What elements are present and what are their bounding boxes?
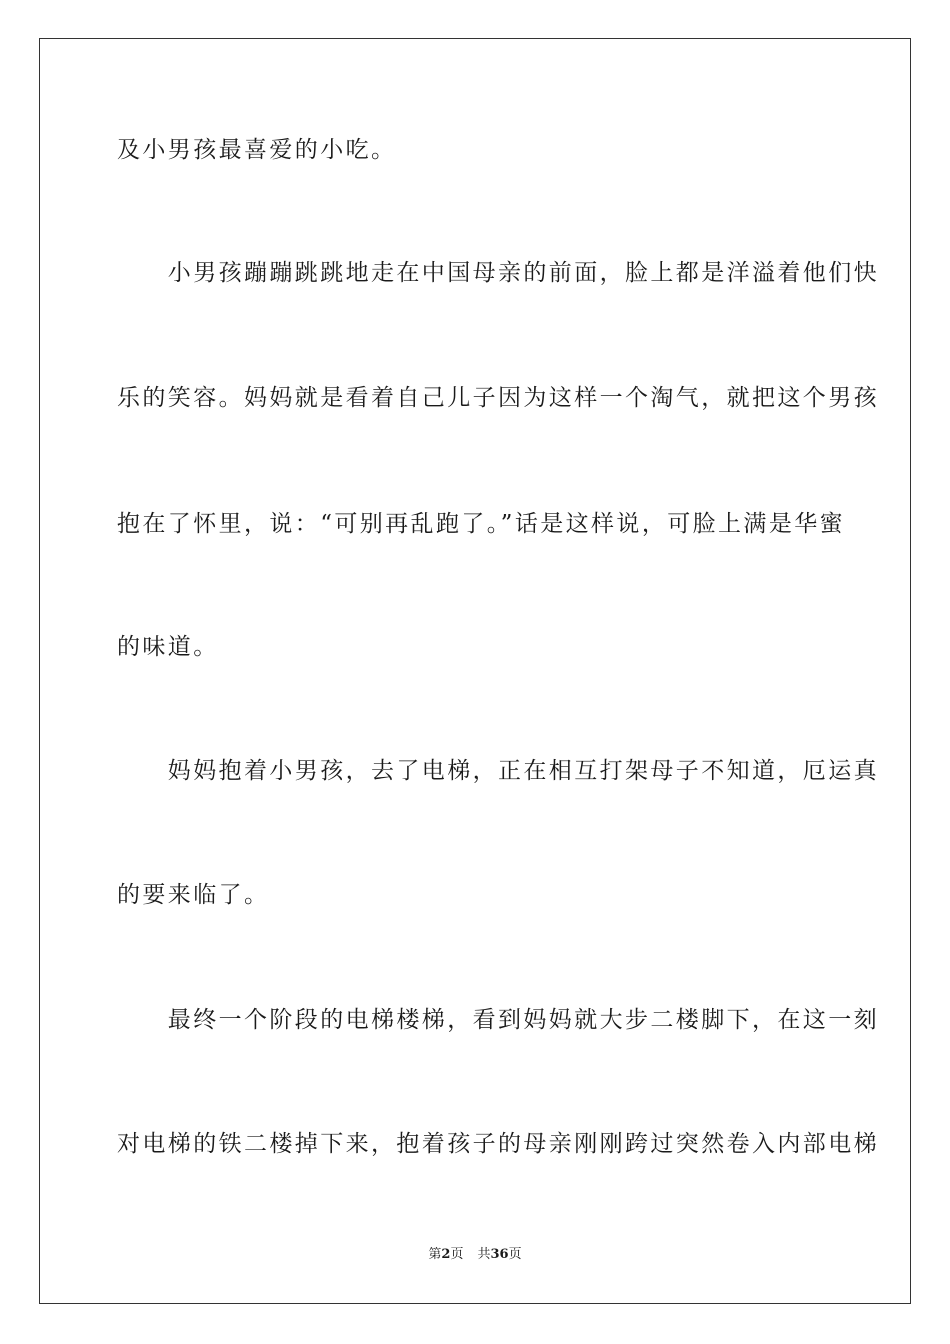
text-line-6: 妈妈抱着小男孩，去了电梯，正在相互打架母子不知道，厄运真: [117, 758, 879, 784]
text-line-1: 及小男孩最喜爱的小吃。: [117, 137, 397, 163]
text-line-9: 对电梯的铁二楼掉下来，抱着孩子的母亲刚刚跨过突然卷入内部电梯: [117, 1131, 879, 1157]
page-prefix: 第: [428, 1247, 442, 1262]
text-line-3: 乐的笑容。妈妈就是看着自己儿子因为这样一个淘气，就把这个男孩: [117, 385, 879, 411]
text-line-2: 小男孩蹦蹦跳跳地走在中国母亲的前面，脸上都是洋溢着他们快: [117, 260, 879, 286]
page-footer: [0, 1246, 950, 1264]
total-pages: 36: [490, 1247, 509, 1262]
page-suffix: 页: [450, 1247, 464, 1262]
text-line-5: 的味道。: [117, 634, 219, 660]
text-line-7: 的要来临了。: [117, 882, 270, 908]
page-number: 2: [441, 1247, 451, 1262]
text-line-4: 抱在了怀里，说：“可别再乱跑了。”话是这样说，可脸上满是华蜜: [117, 511, 846, 537]
page-border: [39, 38, 911, 1304]
total-suffix: 页: [508, 1247, 522, 1262]
total-prefix: 共: [477, 1247, 491, 1262]
text-line-8: 最终一个阶段的电梯楼梯，看到妈妈就大步二楼脚下，在这一刻: [117, 1007, 879, 1033]
